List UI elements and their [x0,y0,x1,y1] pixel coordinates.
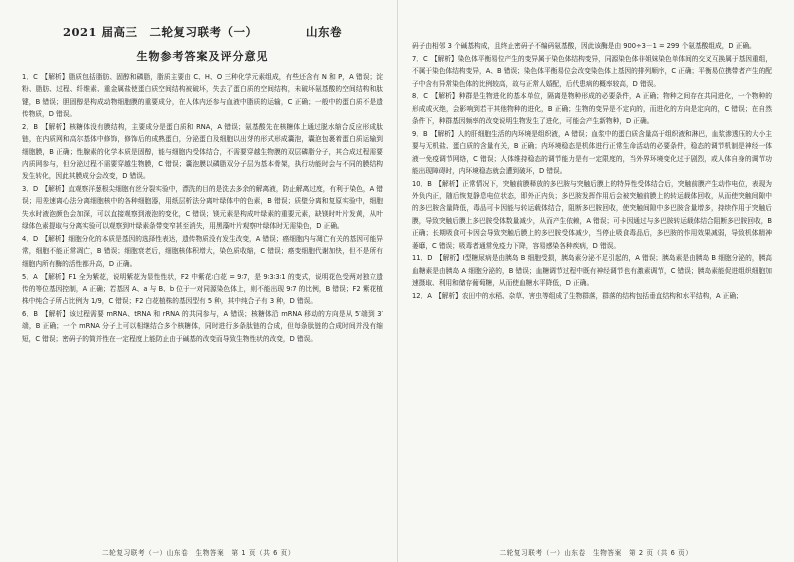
answer-paragraph: 10．B 【解析】正常情况下，突触前膜释放的多巴胺与突触后膜上的特异性受体结合后，突触前膜产生动作电位，表现为外负内正，随后恢复静息电位状态，即外正内负；多巴胺发挥作用后会被突触前膜上的转运载体回收，从而使突触间隙中的多巴胺含量降低，毒品可卡因能与转运载体结合，阻断多巴胺回收，使突触间隙中多巴胺含量增多，持续作用于突触后膜，导致突触后膜上多巴胺受体数量减少，从而产生依赖，A 错误；可卡因通过与多巴胺转运载体结合阻断多巴胺回收，B 正确；长期吸食可卡因会导致突触后膜上的多巴胺受体减少，当停止吸食毒品后，多巴胺的作用效果减弱，导致机体精神萎靡，C 错误；吸毒者通常免疫力下降，容易感染各种疾病，D 错误。 [412,179,772,250]
right-page-body [412,0,772,302]
answer-paragraph: 7．C 【解析】染色体平衡易位产生的变异属于染色体结构变异，同源染色体非姐妹染色单体间的交叉互换属于基因重组，不属于染色体结构变异，A、B 错误；染色体平衡易位会改变染色体上基因的排列顺序，C 正确；平衡易位携带者产生的配子中含有异常染色体的比例较高，故与正常人婚配，后代患病的概率较高，D 错误。 [412,54,773,88]
left-page-footer: 二轮复习联考（一）山东卷 生物答案 第 1 页（共 6 页） [101,549,296,557]
answer-paragraph: 5．A 【解析】F1 全为紫花，说明紫花为显性性状，F2 中紫花∶白花 = 9∶7，是 9∶3∶3∶1 的变式，说明花色受两对独立遗传的等位基因控制，A 正确；若基因 A、a 与 B、b 位于一对同源染色体上，则不能出现 9∶7 的比例，B 错误；F2 紫花植株中纯合子所占比例为 1/9，C 错误；F2 白花植株的基因型有 5 种，其中纯合子有 3 种，D 错误。 [22,272,383,306]
answer-paragraph: 9．B 【解析】人的肝细胞生活的内环境是组织液，A 错误；血浆中的蛋白质含量高于组织液和淋巴，血浆渗透压的大小主要与无机盐、蛋白质的含量有关，B 正确；内环境稳态是机体进行正常生命活动的必要条件，稳态的调节机制是神经一体液一免疫调节网络，C 错误；人体维持稳态的调节能力是有一定限度的，当外界环境变化过于剧烈，或人体自身的调节功能出现障碍时，内环境稳态就会遭到破坏，D 错误。 [412,129,772,175]
answer-paragraph: 1．C 【解析】脂质包括脂肪、固醇和磷脂，脂质主要由 C、H、O 三种化学元素组成，有些还含有 N 和 P，A 错误；淀粉、脂肪、过程、纤维素、重金属盐使蛋白质空间结构被破坏，失去了蛋白质的空间结构，未破坏氨基酸的空间结构和肽键，B 错误；胆固醇是构成动物细胞膜的重要成分，在人体内还参与血液中脂质的运输，C 正确；一般中的蛋白质不是遗传物质，D 错误。 [22,73,383,119]
answer-paragraph: 6．B 【解析】该过程需要 mRNA、tRNA 和 rRNA 的共同参与，A 错误；核糖体沿 mRNA 移动的方向是从 5′端到 3′端，B 正确；一个 mRNA 分子上可以相继结合多个核糖体，同时进行多条肽链的合成，但每条肽链的合成时间并没有缩短，C 错误；密码子的简并性在一定程度上能防止由于碱基的改变而导致生物性状的改变，D 错误。 [22,310,383,343]
answer-paragraph: 3．D 【解析】直观察洋葱根尖细胞有丝分裂实验中，漂洗的目的是洗去多余的解离液，防止解离过度，有利于染色，A 错误；用差速离心法分离细胞核中的各种细胞器，用纸层析法分离叶绿体中的色素，B 错误；质壁分离和复原实验中，细胞失水时液泡颜色会加深，可以直接观察到液泡的变化，C 错误；镁元素是构成叶绿素的重要元素，缺镁时叶片发黄，从叶绿体色素提取与分离实验可以观察到叶绿素条带变窄甚至消失，用黑藻叶片观察叶绿体时无需染色，D 正确。 [22,185,383,231]
document-region: 山东卷 [306,25,343,39]
left-page-body [22,71,383,345]
right-page [397,0,794,562]
right-page-footer: 二轮复习联考（一）山东卷 生物答案 第 2 页（共 6 页） [499,549,693,557]
answer-paragraph: 2．B 【解析】核糖体没有膜结构，主要成分是蛋白质和 RNA，A 错误；氨基酸先在核糖体上通过脱水缩合反应形成肽链，在内质网和高尔基体中修饰，修饰后的成熟蛋白，分泌蛋白及细胞以出芽的形式形成囊泡，囊泡包裹着蛋白质运输到细胞膜，B 正确；性腺素的化学本质是固醇，能与细胞内受体结合，不需要穿越生物膜的双层磷脂分子，其合成过程需要内质网参与，但分泌过程不需要穿越生物膜，C 错误；囊泡膜以磷脂双分子层为基本骨架，执行功能时会与不同的膜结构发生转化，因此其膜成分会改变，D 错误。 [22,122,383,181]
answer-paragraph: 12．A 【解析】农田中的水稻、杂草、害虫等组成了生物群落，群落的结构包括垂直结构和水平结构，A 正确； [412,291,743,300]
document-header [22,24,383,40]
answer-paragraph: 码子由相邻 3 个碱基构成，且终止密码子不编码氨基酸，因此该酶是由 900÷3－1 = 299 个氨基酸组成，D 正确。 [412,42,756,50]
answer-paragraph: 8．C 【解析】种群是生物进化的基本单位，隔离是物种形成的必要条件，A 正确；物种之间存在共同进化，一个物种的形成或灭绝，会影响到若干其他物种的进化，B 正确；生物的变异是不定向的，而进化的方向是定向的，C 错误；在自然条件下，种群基因频率的改变说明生物发生了进化，可能会产生新物种，D 正确。 [412,92,772,126]
document-title: 2021 届高三 二轮复习联考（一） [62,25,258,39]
answer-paragraph: 11．D 【解析】Ⅰ型糖尿病是由胰岛 B 细胞受损，胰岛素分泌不足引起的，A 错误；胰岛素是由胰岛 B 细胞分泌的，胰高血糖素是由胰岛 A 细胞分泌的，B 错误；血糖调节过程中既有神经调节也有激素调节，C 错误；胰岛素能促进组织细胞加速摄取、利用和储存葡萄糖，从而使血糖水平降低，D 正确。 [412,254,772,288]
document-subtitle: 生物参考答案及评分意见 [136,50,269,63]
answer-paragraph: 4．D 【解析】细胞分化的本质是基因的选择性表达，遗传物质没有发生改变，A 错误；癌细胞内与凋亡有关的基因可能异常，细胞不能正常凋亡，B 错误；细胞衰老后，细胞核体积增大，染色质收缩，C 错误；癌变细胞代谢加快，但不是所有细胞内所有酶的活性都升高，D 正确。 [22,234,383,268]
